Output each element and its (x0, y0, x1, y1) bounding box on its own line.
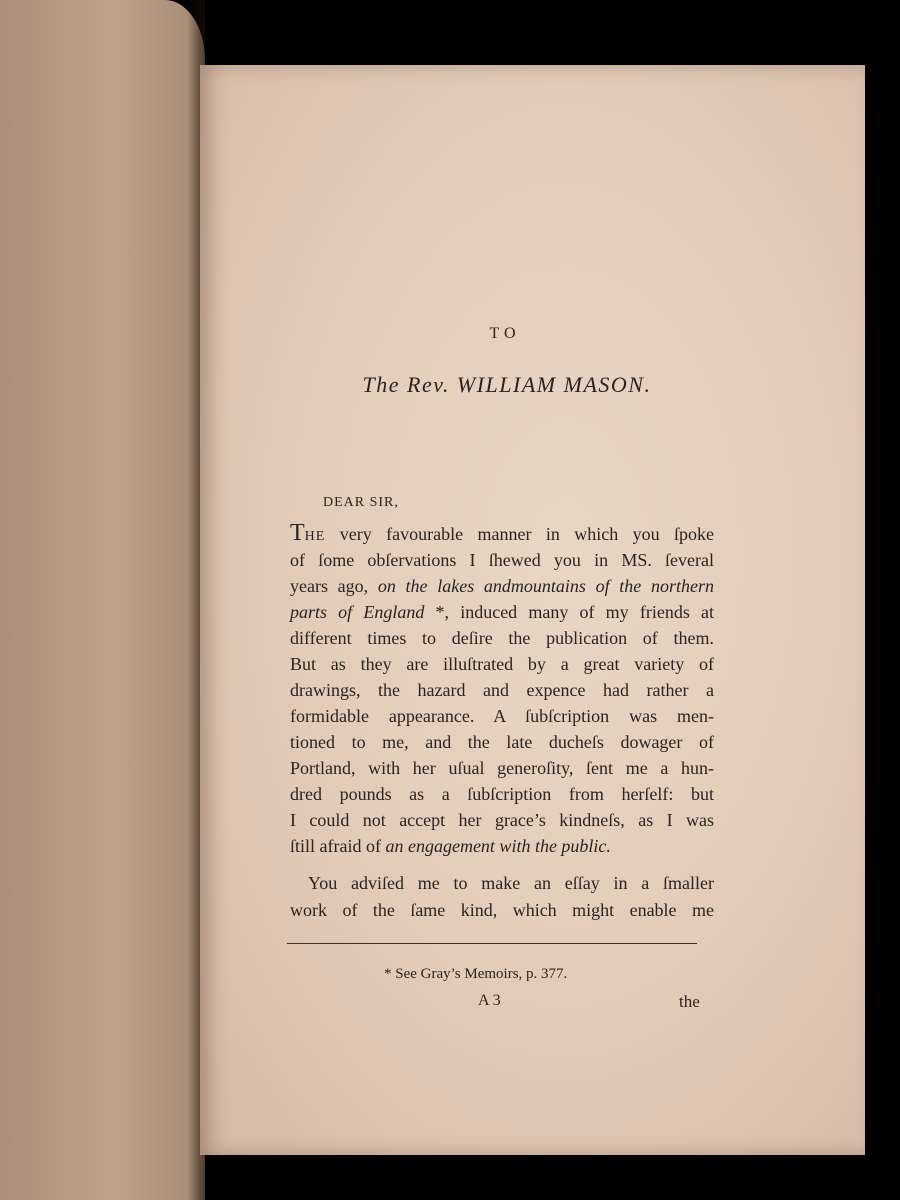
italic-text: parts of England (290, 602, 425, 622)
left-page (0, 0, 205, 1200)
signature-mark: A 3 (478, 992, 501, 1009)
dedicatee-prefix: The Rev. (362, 372, 457, 397)
body-line: Portland, with her uſual generoſity, ſent me a hun- (290, 758, 714, 778)
line-text: very favourable manner in which you ſpoke (325, 524, 714, 544)
dedicatee-name: WILLIAM MASON. (456, 372, 652, 397)
footnote-rule (287, 943, 697, 944)
dedicatee-heading (363, 372, 652, 398)
body-line: tioned to me, and the late ducheſs dowager of (290, 732, 714, 752)
line-text: *, induced many of my friends at (424, 602, 714, 622)
body-line: different times to deſire the publication of them. (290, 628, 714, 648)
body-line: formidable appearance. A ſubſcription was men- (290, 706, 714, 726)
body-line (290, 522, 714, 548)
body-line: of ſome obſervations I ſhewed you in MS. ſeveral (290, 550, 714, 570)
body-line: You adviſed me to make an eſſay in a ſmaller (308, 873, 714, 893)
to-heading: TO (489, 325, 521, 342)
body-line: dred pounds as a ſubſcription from herſelf: but (290, 784, 714, 804)
body-line (290, 835, 714, 857)
body-line: drawings, the hazard and expence had rather a (290, 680, 714, 700)
italic-text: an engagement with the public. (385, 836, 611, 856)
footnote: * See Gray’s Memoirs, p. 377. (384, 966, 568, 982)
line-text: years ago, (290, 576, 378, 596)
drop-cap: T (290, 520, 305, 546)
body-line: But as they are illuſtrated by a great variety of (290, 654, 714, 674)
small-caps: HE (304, 529, 326, 544)
italic-text: on the lakes andmountains of the northern (377, 576, 714, 596)
salutation: DEAR SIR, (323, 495, 399, 510)
body-line: I could not accept her grace’s kindneſs, as I was (290, 810, 714, 830)
catchword: the (679, 992, 700, 1011)
body-line (290, 575, 714, 597)
line-text: ſtill afraid of (290, 836, 386, 856)
body-line: work of the ſame kind, which might enable me (290, 900, 714, 920)
body-line (290, 601, 714, 623)
